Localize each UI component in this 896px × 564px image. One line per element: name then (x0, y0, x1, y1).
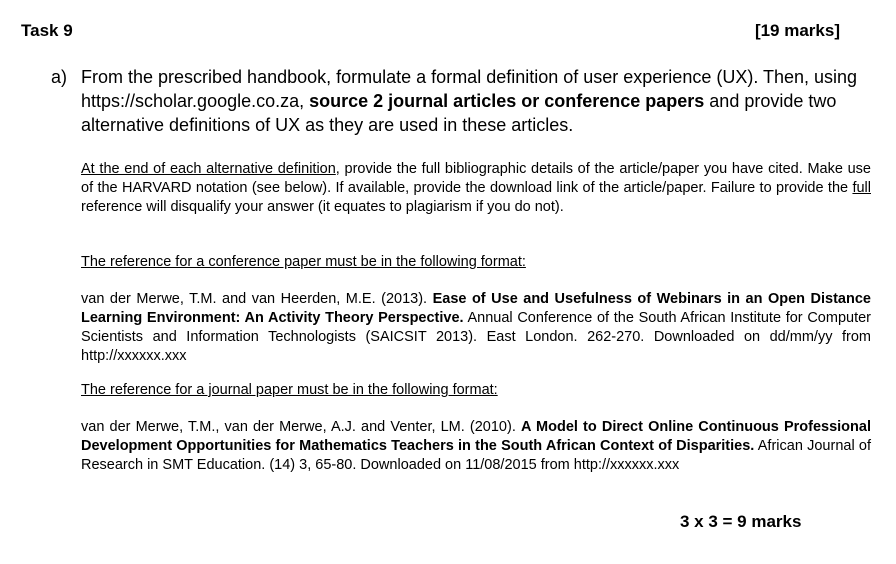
journal-heading (81, 381, 871, 400)
instructions-lead: At the end of each alternative definition (81, 161, 336, 177)
question-part2: and provide two alternative definitions of UX as they are used in these articles. (81, 91, 837, 135)
instructions-paragraph (81, 160, 871, 217)
journal-title: A Model to Direct Online Continuous Professional Development Opportunities for Mathematics Teachers in the South African Context of Disparities. (81, 419, 871, 454)
task-marks: [19 marks] (754, 21, 840, 40)
question-bold: source 2 journal articles or conference papers (309, 91, 705, 111)
question-letter: a) (51, 67, 68, 87)
instructions-full-word: full (852, 180, 871, 196)
conference-rest: Annual Conference of the South African Institute for Computer Scientists and Information Technologists (SAICSIT 2013). East London. 262-270. Downloaded on dd/mm/yy from http://xxxxxx.xxx (81, 310, 871, 364)
question-text (81, 65, 871, 137)
journal-rest: African Journal of Research in SMT Education. (14) 3, 65-80. Downloaded on 11/08/2015 from http://xxxxxx.xxx (81, 438, 871, 473)
journal-reference (81, 418, 871, 475)
task-header (21, 21, 840, 43)
journal-heading-text: The reference for a journal paper must be in the following format: (81, 382, 498, 398)
conference-heading (81, 253, 871, 272)
journal-authors: van der Merwe, T.M., van der Merwe, A.J. and Venter, LM. (2010). (81, 419, 521, 435)
conference-authors: van der Merwe, T.M. and van Heerden, M.E. (2013). (81, 291, 433, 307)
conference-title: Ease of Use and Usefulness of Webinars in an Open Distance Learning Environment: An Activity Theory Perspective. (81, 291, 871, 326)
question-a (51, 65, 871, 137)
instructions-text2: reference will disqualify your answer (it equates to plagiarism if you do not). (81, 199, 564, 215)
total-marks: 3 x 3 = 9 marks (680, 512, 802, 531)
conference-reference (81, 290, 871, 366)
task-title: Task 9 (21, 21, 73, 40)
conference-heading-text: The reference for a conference paper must be in the following format: (81, 254, 526, 270)
instructions-text1: , provide the full bibliographic details of the article/paper you have cited. Make use of the HARVARD notation (see below). If available, provide the download link of the article/paper. Failure to provide the (81, 161, 871, 196)
question-part1: From the prescribed handbook, formulate a formal definition of user experience (UX). Then, using https://scholar.google.co.za, (81, 67, 858, 111)
